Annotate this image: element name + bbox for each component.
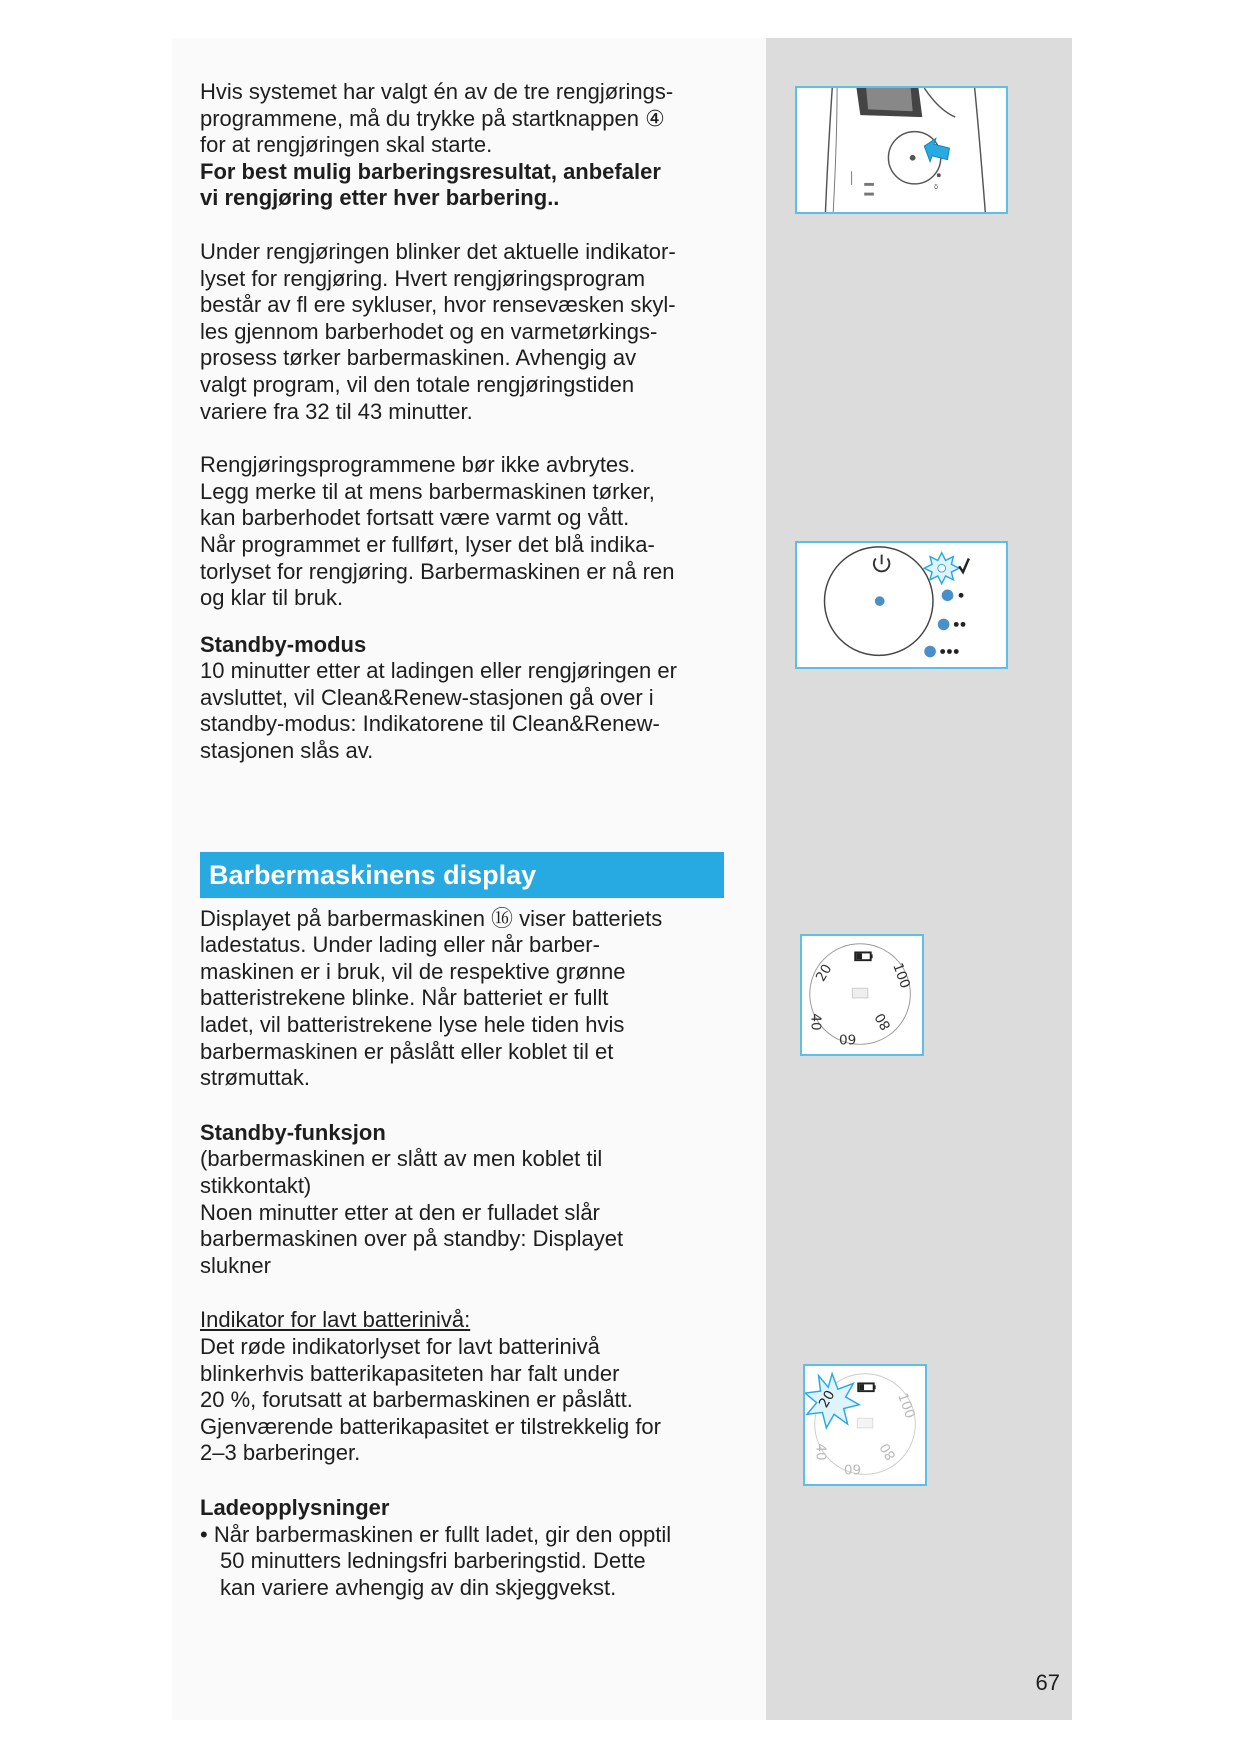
display-line: barbermaskinen er påslått eller koblet til et [200,1038,614,1064]
station-illustration [797,88,1006,212]
interrupt-line: Når programmet er fullført, lyser det blå indika- [200,531,655,557]
low-battery-line: blinkerhvis batterikapasiteten har falt under [200,1360,620,1386]
cleaning-line: valgt program, vil den totale rengjøringstiden [200,371,635,397]
low-dial-label-80: 80 [876,1440,900,1463]
battery-display-illustration [802,936,922,1054]
cleaning-line: består av fl ere sykluser, hvor rensevæsken skyl- [200,292,676,318]
interrupt-line: torlyset for rengjøring. Barbermaskinen er nå ren [200,558,675,584]
indicator-panel-illustration [797,543,1006,667]
figure-battery-display [800,934,924,1056]
dial-label-100: 100 [889,960,914,991]
charging-info-line: 50 minutters ledningsfri barberingstid. Dette [220,1548,646,1574]
standby-function-line: barbermaskinen over på standby: Displayet [200,1226,624,1252]
intro-line: for at rengjøringen skal starte. [200,132,493,158]
figure-low-battery [803,1364,927,1486]
standby-mode-line: avsluttet, vil Clean&Renew-stasjonen gå over i [200,684,654,710]
low-battery-line: 2–3 barberinger. [200,1440,361,1466]
interrupt-line: Rengjøringsprogrammene bør ikke avbrytes. [200,452,636,478]
figure-indicator-panel [795,541,1008,669]
intro-bold-line: vi rengjøring etter hver barbering.. [200,185,560,211]
low-dial-label-60: 60 [843,1460,862,1477]
interrupt-line: Legg merke til at mens barbermaskinen tørker, [200,478,655,504]
svg-text:δ: δ [933,182,939,191]
low-dial-label-100: 100 [894,1390,918,1421]
charging-info-bullet: • Når barbermaskinen er fullt ladet, gir den opptil [200,1521,672,1547]
display-section-title: Barbermaskinens display [200,852,724,898]
interrupt-line: kan barberhodet fortsatt være varmt og vått. [200,505,630,531]
dial-label-60: 60 [838,1030,857,1047]
display-line: strømuttak. [200,1065,311,1091]
intro-line: programmene, må du trykke på startknappen ④ [200,105,665,131]
cleaning-line: Under rengjøringen blinker det aktuelle indikator- [200,238,676,264]
standby-function-line: stikkontakt) [200,1173,312,1198]
display-line: batteristrekene blinke. Når batteriet er fullt [200,985,609,1011]
intro-bold-line: For best mulig barberingsresultat, anbefaler [200,158,661,184]
dial-label-40: 40 [807,1013,824,1031]
cleaning-line: les gjennom barberhodet og en varmetørkings- [200,318,658,344]
display-line: ladestatus. Under lading eller når barber- [200,932,600,958]
standby-mode-line: standby-modus: Indikatorene til Clean&Renew- [200,711,660,737]
display-line: ladet, vil batteristrekene lyse hele tiden hvis [200,1012,625,1038]
charging-info-line: kan variere avhengig av din skjeggvekst. [220,1574,617,1600]
display-line: Displayet på barbermaskinen ⑯ viser batteriets [200,905,663,931]
interrupt-line: og klar til bruk. [200,585,344,611]
low-dial-label-40: 40 [812,1443,829,1461]
standby-function-line: (barbermaskinen er slått av men koblet til [200,1146,603,1172]
low-battery-illustration [805,1366,925,1484]
main-text-column [200,79,740,1601]
display-line: maskinen er i bruk, vil de respektive grønne [200,958,626,984]
low-battery-line: Gjenværende batterikapasitet er tilstrekkelig for [200,1413,661,1439]
standby-mode-line: 10 minutter etter at ladingen eller rengjøringen er [200,658,677,684]
standby-mode-heading: Standby-modus [200,631,367,657]
dial-label-20: 20 [812,961,836,985]
figure-start-button [795,86,1008,214]
cleaning-line: prosess tørker barbermaskinen. Avhengig av [200,345,637,371]
low-dial-label-20: 20 [815,1387,839,1411]
standby-mode-line: stasjonen slås av. [200,738,374,764]
standby-function-line: Noen minutter etter at den er fulladet slår [200,1199,600,1225]
dial-label-80: 80 [872,1010,895,1033]
low-battery-line: 20 %, forutsatt at barbermaskinen er påslått. [200,1387,633,1413]
charging-info-heading: Ladeopplysninger [200,1494,390,1520]
low-battery-line: Det røde indikatorlyset for lavt batterinivå [200,1333,600,1359]
standby-function-heading: Standby-funksjon [200,1119,386,1145]
page-number: 67 [1035,1670,1060,1695]
low-battery-heading: Indikator for lavt batterinivå: [200,1307,471,1333]
intro-line: Hvis systemet har valgt én av de tre rengjørings- [200,79,674,104]
standby-function-line: slukner [200,1252,271,1278]
cleaning-line: variere fra 32 til 43 minutter. [200,398,473,424]
cleaning-line: lyset for rengjøring. Hvert rengjøringsprogram [200,265,646,291]
